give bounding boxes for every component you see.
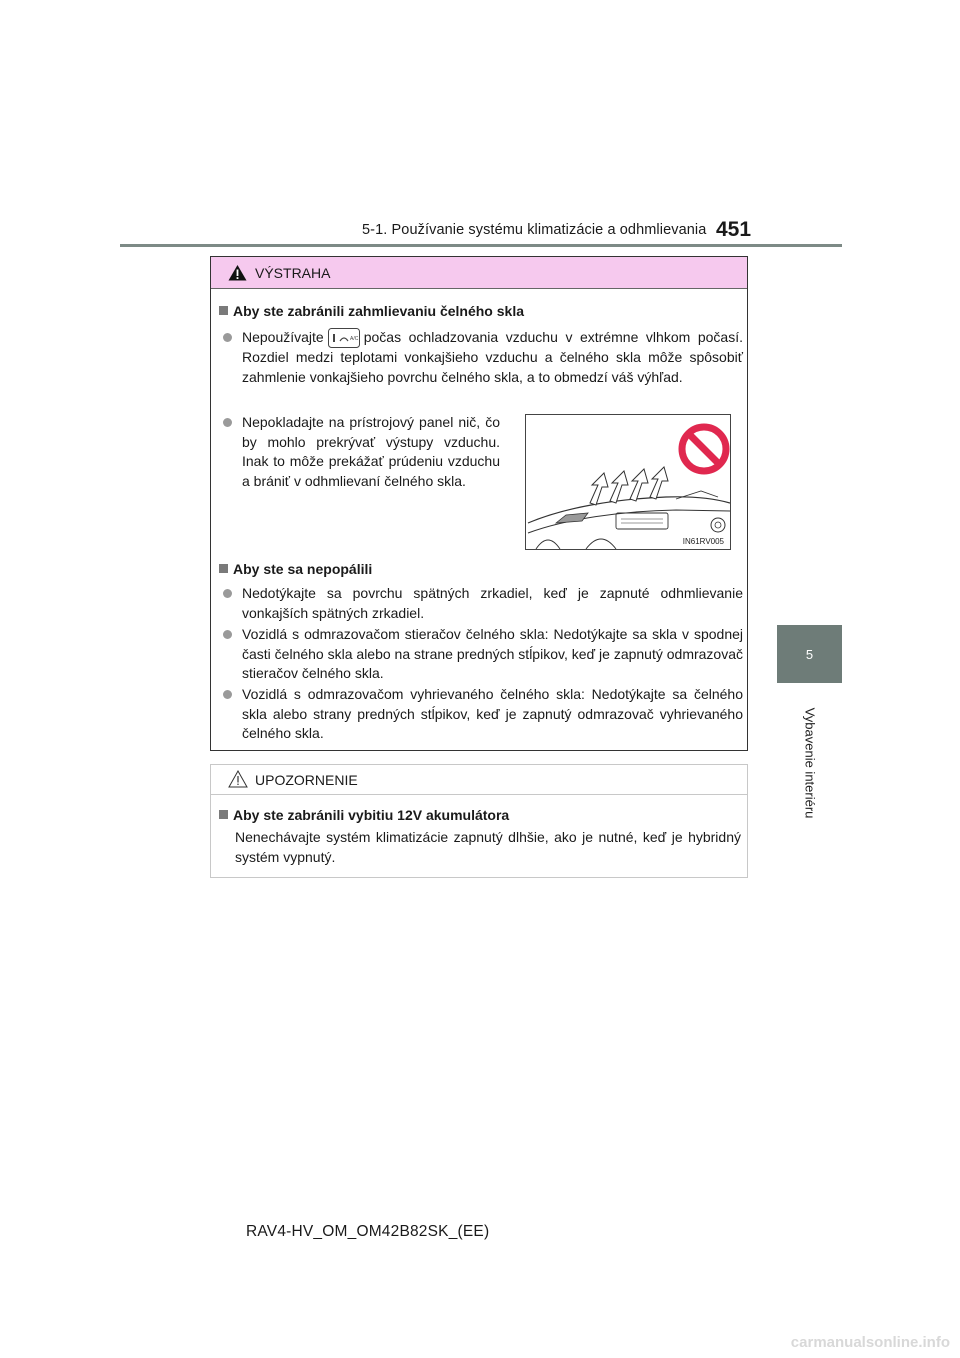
round-bullet-icon [223, 690, 232, 699]
chapter-tab: 5 [777, 625, 842, 683]
square-bullet-icon [219, 810, 228, 819]
bullet-heated-windshield-text: Vozidlá s odmrazovačom vyhrievaného čelného skla: Nedotýkajte sa čelného skla alebo strany predných stĺpikov, keď je zapnutý odmrazovač vyhrievaného čelného skla. [242, 686, 743, 741]
round-bullet-icon [223, 418, 232, 427]
bullet-wiper-deicer-text: Vozidlá s odmrazovačom stieračov čelného skla: Nedotýkajte sa skla v spodnej časti čelného skla alebo na strane predných stĺpikov, keď je zapnutý odmrazovač stieračov čelného skla. [242, 626, 743, 681]
svg-text:A/C: A/C [349, 336, 359, 342]
square-bullet-icon [219, 564, 228, 573]
bullet-dashboard [223, 413, 500, 491]
caution-header [211, 765, 747, 795]
bullet-text-part2: počas ochladzovania vzduchu v extrémne vlhkom počasí. Rozdiel medzi teplotami vonkajšieho vzduchu a čelného skla môže spôsobiť zahmlenie vonkajšieho povrchu čelného skla, a to obmedzí váš výhľad. [242, 329, 743, 385]
chapter-label [777, 683, 842, 843]
bullet-defog-button [223, 328, 743, 387]
square-bullet-icon [219, 306, 228, 315]
round-bullet-icon [223, 630, 232, 639]
bullet-wiper-deicer [223, 625, 743, 684]
bullet-heated-windshield [223, 685, 743, 744]
round-bullet-icon [223, 333, 232, 342]
bullet-dashboard-text: Nepokladajte na prístrojový panel nič, čo by mohlo prekrývať výstupy vzduchu. Inak to môže prekážať prúdeniu vzduchu a brániť v odhmlievaní čelného skla. [242, 414, 500, 489]
caution-heading-text: Aby ste zabránili vybitiu 12V akumulátora [233, 807, 510, 823]
round-bullet-icon [223, 589, 232, 598]
warning-label: VÝSTRAHA [255, 265, 331, 281]
dashboard-illustration [525, 414, 731, 550]
bullet-text-part1: Nepoužívajte [242, 329, 324, 345]
prohibition-icon [682, 427, 726, 471]
caution-heading [219, 807, 509, 823]
caution-box [210, 764, 748, 878]
illustration-code: IN61RV005 [682, 537, 724, 546]
section-heading-burn-text: Aby ste sa nepopálili [233, 561, 373, 577]
dashboard-drawing [526, 415, 730, 549]
bullet-mirrors [223, 584, 743, 623]
caution-body: Nenechávajte systém klimatizácie zapnutý dlhšie, ako je nutné, keď je hybridný systém vypnutý. [235, 829, 741, 865]
warning-box [210, 256, 748, 751]
warning-triangle-icon [228, 264, 247, 281]
section-heading-fog-text: Aby ste zabránili zahmlievaniu čelného skla [233, 303, 524, 319]
page-number: 451 [716, 218, 752, 241]
bullet-mirrors-text: Nedotýkajte sa povrchu spätných zrkadiel, keď je zapnuté odhmlievanie vonkajších spätných zrkadiel. [242, 585, 743, 621]
header-section-title: 5-1. Používanie systému klimatizácie a odhmlievania [362, 222, 707, 238]
section-heading-burn [219, 561, 372, 577]
caution-triangle-icon [228, 770, 248, 788]
section-heading-fog [219, 303, 524, 319]
caution-label: UPOZORNENIE [255, 772, 358, 788]
header-rule [120, 244, 842, 247]
chapter-label-text: Vybavenie interiéru [802, 707, 817, 819]
warning-header [211, 257, 747, 289]
footer-code: RAV4-HV_OM_OM42B82SK_(EE) [246, 1223, 490, 1240]
defog-button-icon [328, 328, 360, 348]
watermark: carmanualsonline.info [790, 1334, 950, 1351]
